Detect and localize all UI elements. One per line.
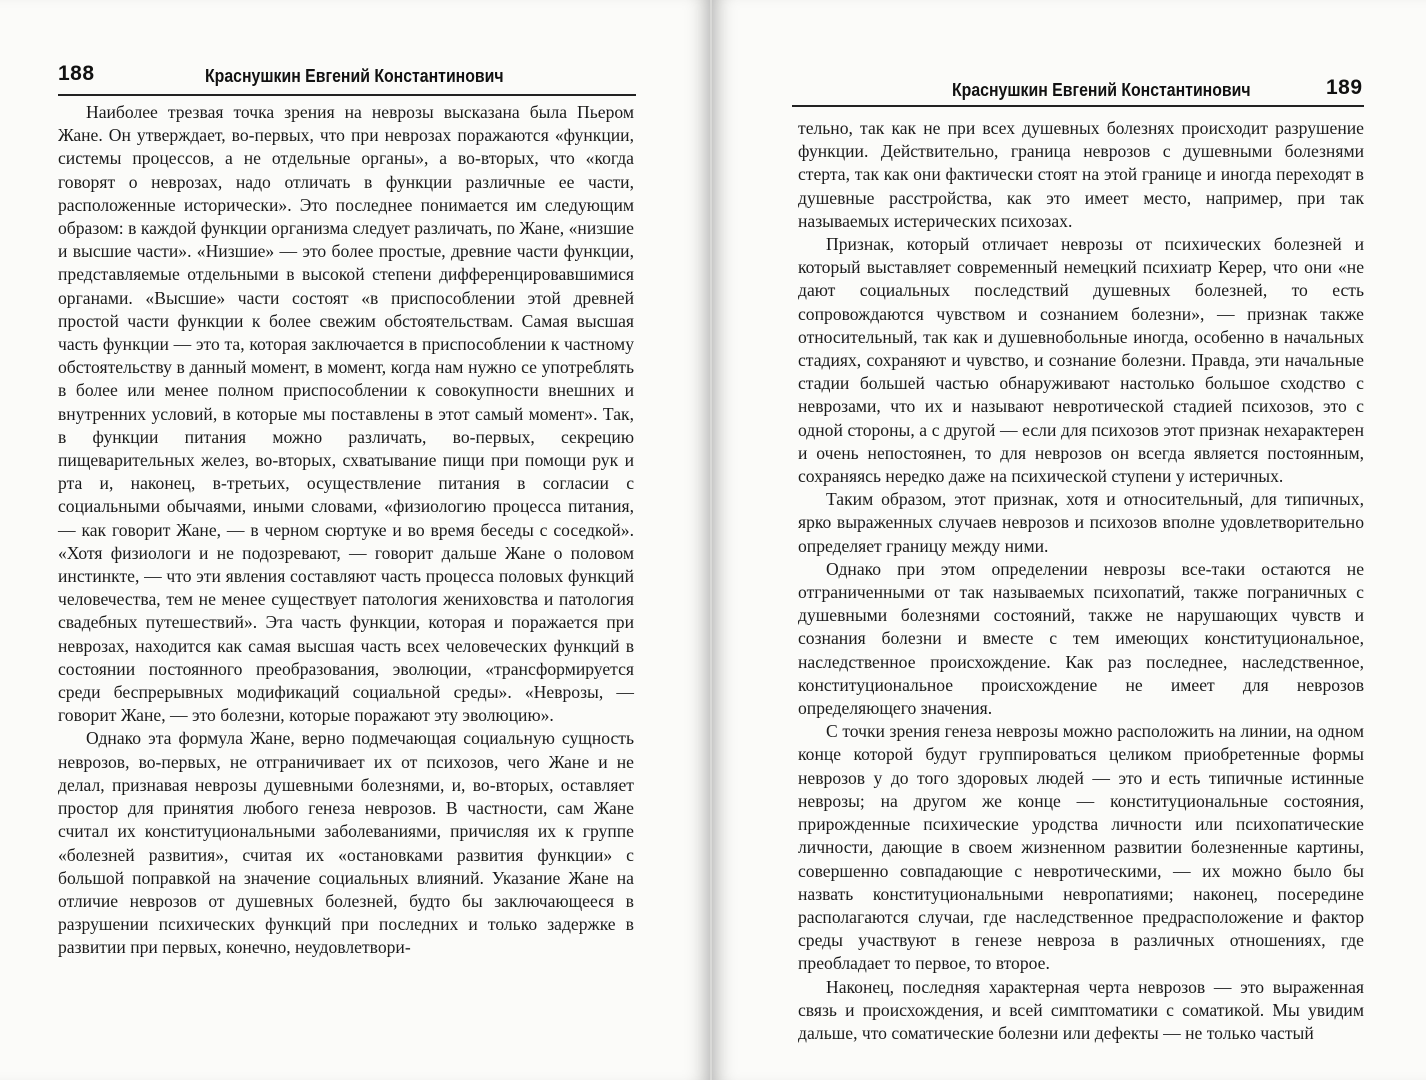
left-header-author: Краснушкин Евгений Константинович (205, 66, 504, 86)
left-paragraph-2: Однако эта формула Жане, верно подмечающая социальную сущность неврозов, во-первых, не отграничивает их от психозов, чего Жане и не делал, признавая неврозы душевными болезнями, и, во-вторых, оставляет простор для принятия любого генеза неврозов. В частности, сам Жане считал их конституциональными заболеваниями, причисляя их к группе «болезней развития», считая их «остановками развития функции» с большой поправкой на значение социальных влияний. Указание Жане на отличие неврозов от душевных болезней, будто бы заключающееся в разрушении психических функций при последних и только задержке в развитии при первых, конечно, неудовлетвори- (58, 728, 634, 958)
right-page (712, 0, 1426, 1080)
left-paragraph-1: Наиболее трезвая точка зрения на неврозы высказана была Пьером Жане. Он утверждает, во-первых, что при неврозах поражаются «функции, системы процессов, а не отдельные органы», а во-вторых, что «когда говорят о неврозах, надо отличать в функции различные ее части, расположенные исторически». Это последнее понимается им следующим образом: в каждой функции организма следует различать, по Жане, «низшие и высшие части». «Низшие» — это более простые, древние части функции, представляемые отдельными в высокой степени дифференцировавшимися органами. «Высшие» части состоят «в приспособлении этой древней простой части функции к более свежим обстоятельствам. Самая высшая часть функции — это та, которая заключается в приспособлении к частному обстоятельству в данный момент, в момент, когда нам нужно се употреблять в более или менее полном приспособлении к совокупности внешних и внутренних условий, в которые мы поставлены в этот самый момент». Так, в функции питания можно различать, во-первых, секрецию пищеварительных желез, во-вторых, схватывание пищи при помощи рук и рта и, наконец, в-третьих, осуществление питания в согласии с социальными обычаями, иными словами, «физиологию процесса питания, — как говорит Жане, — в черном сюртуке и во время беседы с соседкой». «Хотя физиологи и не подозревают, — говорит дальше Жане о половом инстинкте, — что эти явления составляют часть процесса половых функций человечества, тем не менее существует патология жениховства и патология свадебных путешествий». Эта часть функции, которая и поражается при неврозах, находится как самая высшая часть всех человеческих функций в состоянии постоянного преобразования, эволюции, «трансформируется среди беспрерывных модификаций социальной среды». «Неврозы, — говорит Жане, — это болезни, которые поражают эту эволюцию». (58, 102, 634, 726)
right-paragraph-2: Признак, который отличает неврозы от психических болезней и который выставляет современный немецкий психиатр Керер, что они «не дают социальных последствий душевных болезней, то есть сопровождаются чувством и сознанием болезни», — признак также относительный, так как и душевнобольные иногда, особенно в начальных стадиях, сохраняют и чувство, и сознание болезни. Правда, эти начальные стадии большей частью обнаруживают настолько большое сходство с неврозами, что их и называют невротической стадией психозов, это с одной стороны, а с другой — если для психозов этот признак нехарактерен и очень непостоянен, то для неврозов он всегда является постоянным, сохраняясь нередко даже на психической ступени у истеричных. (798, 234, 1364, 487)
right-paragraph-5: С точки зрения генеза неврозы можно расположить на линии, на одном конце которой будут группироваться целиком приобретенные формы неврозов у до того здоровых людей — это и есть типичные истинные неврозы; на другом же конце — конституциональные состояния, прирожденные психические уродства личности или психопатические личности, дающие в своем жизненном развитии болезненные картины, совершенно совпадающие с невротическими, — их можно было бы назвать конституциональными невропатиями; наконец, посередине располагаются случаи, где наследственное предрасположение и фактор среды участвуют в генезе невроза в различных отношениях, где преобладает то первое, то второе. (798, 721, 1364, 974)
right-header-rule (792, 105, 1364, 107)
right-paragraph-6: Наконец, последняя характерная черта неврозов — это выраженная связь и происхождения, и всей симптоматики с соматикой. Мы увидим дальше, что соматические болезни или дефекты — не только частый (798, 976, 1364, 1043)
right-paragraph-1: тельно, так как не при всех душевных болезнях происходит разрушение функции. Действительно, граница неврозов с душевными болезнями стерта, так как они фактически стоят на этой границе и иногда переходят в душевные расстройства, как это имеет место, например, при так называемых истерических психозах. (798, 118, 1364, 231)
right-paragraph-3: Таким образом, этот признак, хотя и относительный, для типичных, ярко выраженных случаев неврозов и психозов вполне удовлетворительно определяет границу между ними. (798, 489, 1364, 556)
right-page-number: 189 (1326, 76, 1363, 99)
right-paragraph-4: Однако при этом определении неврозы все-таки остаются не отграниченными от так называемых психопатий, также пограничных с душевными болезнями состояний, также не нарушающих чувств и сознания болезни и вместе с тем имеющих конституциональное, наследственное происхождение. Как раз последнее, наследственное, конституциональное происхождение не имеет для неврозов определяющего значения. (798, 558, 1364, 719)
left-body-text (58, 101, 634, 960)
left-page (0, 0, 710, 1080)
right-body-text (798, 117, 1364, 1045)
left-page-number: 188 (58, 62, 95, 85)
right-header-author: Краснушкин Евгений Константинович (952, 80, 1251, 100)
left-header-rule (58, 94, 636, 96)
